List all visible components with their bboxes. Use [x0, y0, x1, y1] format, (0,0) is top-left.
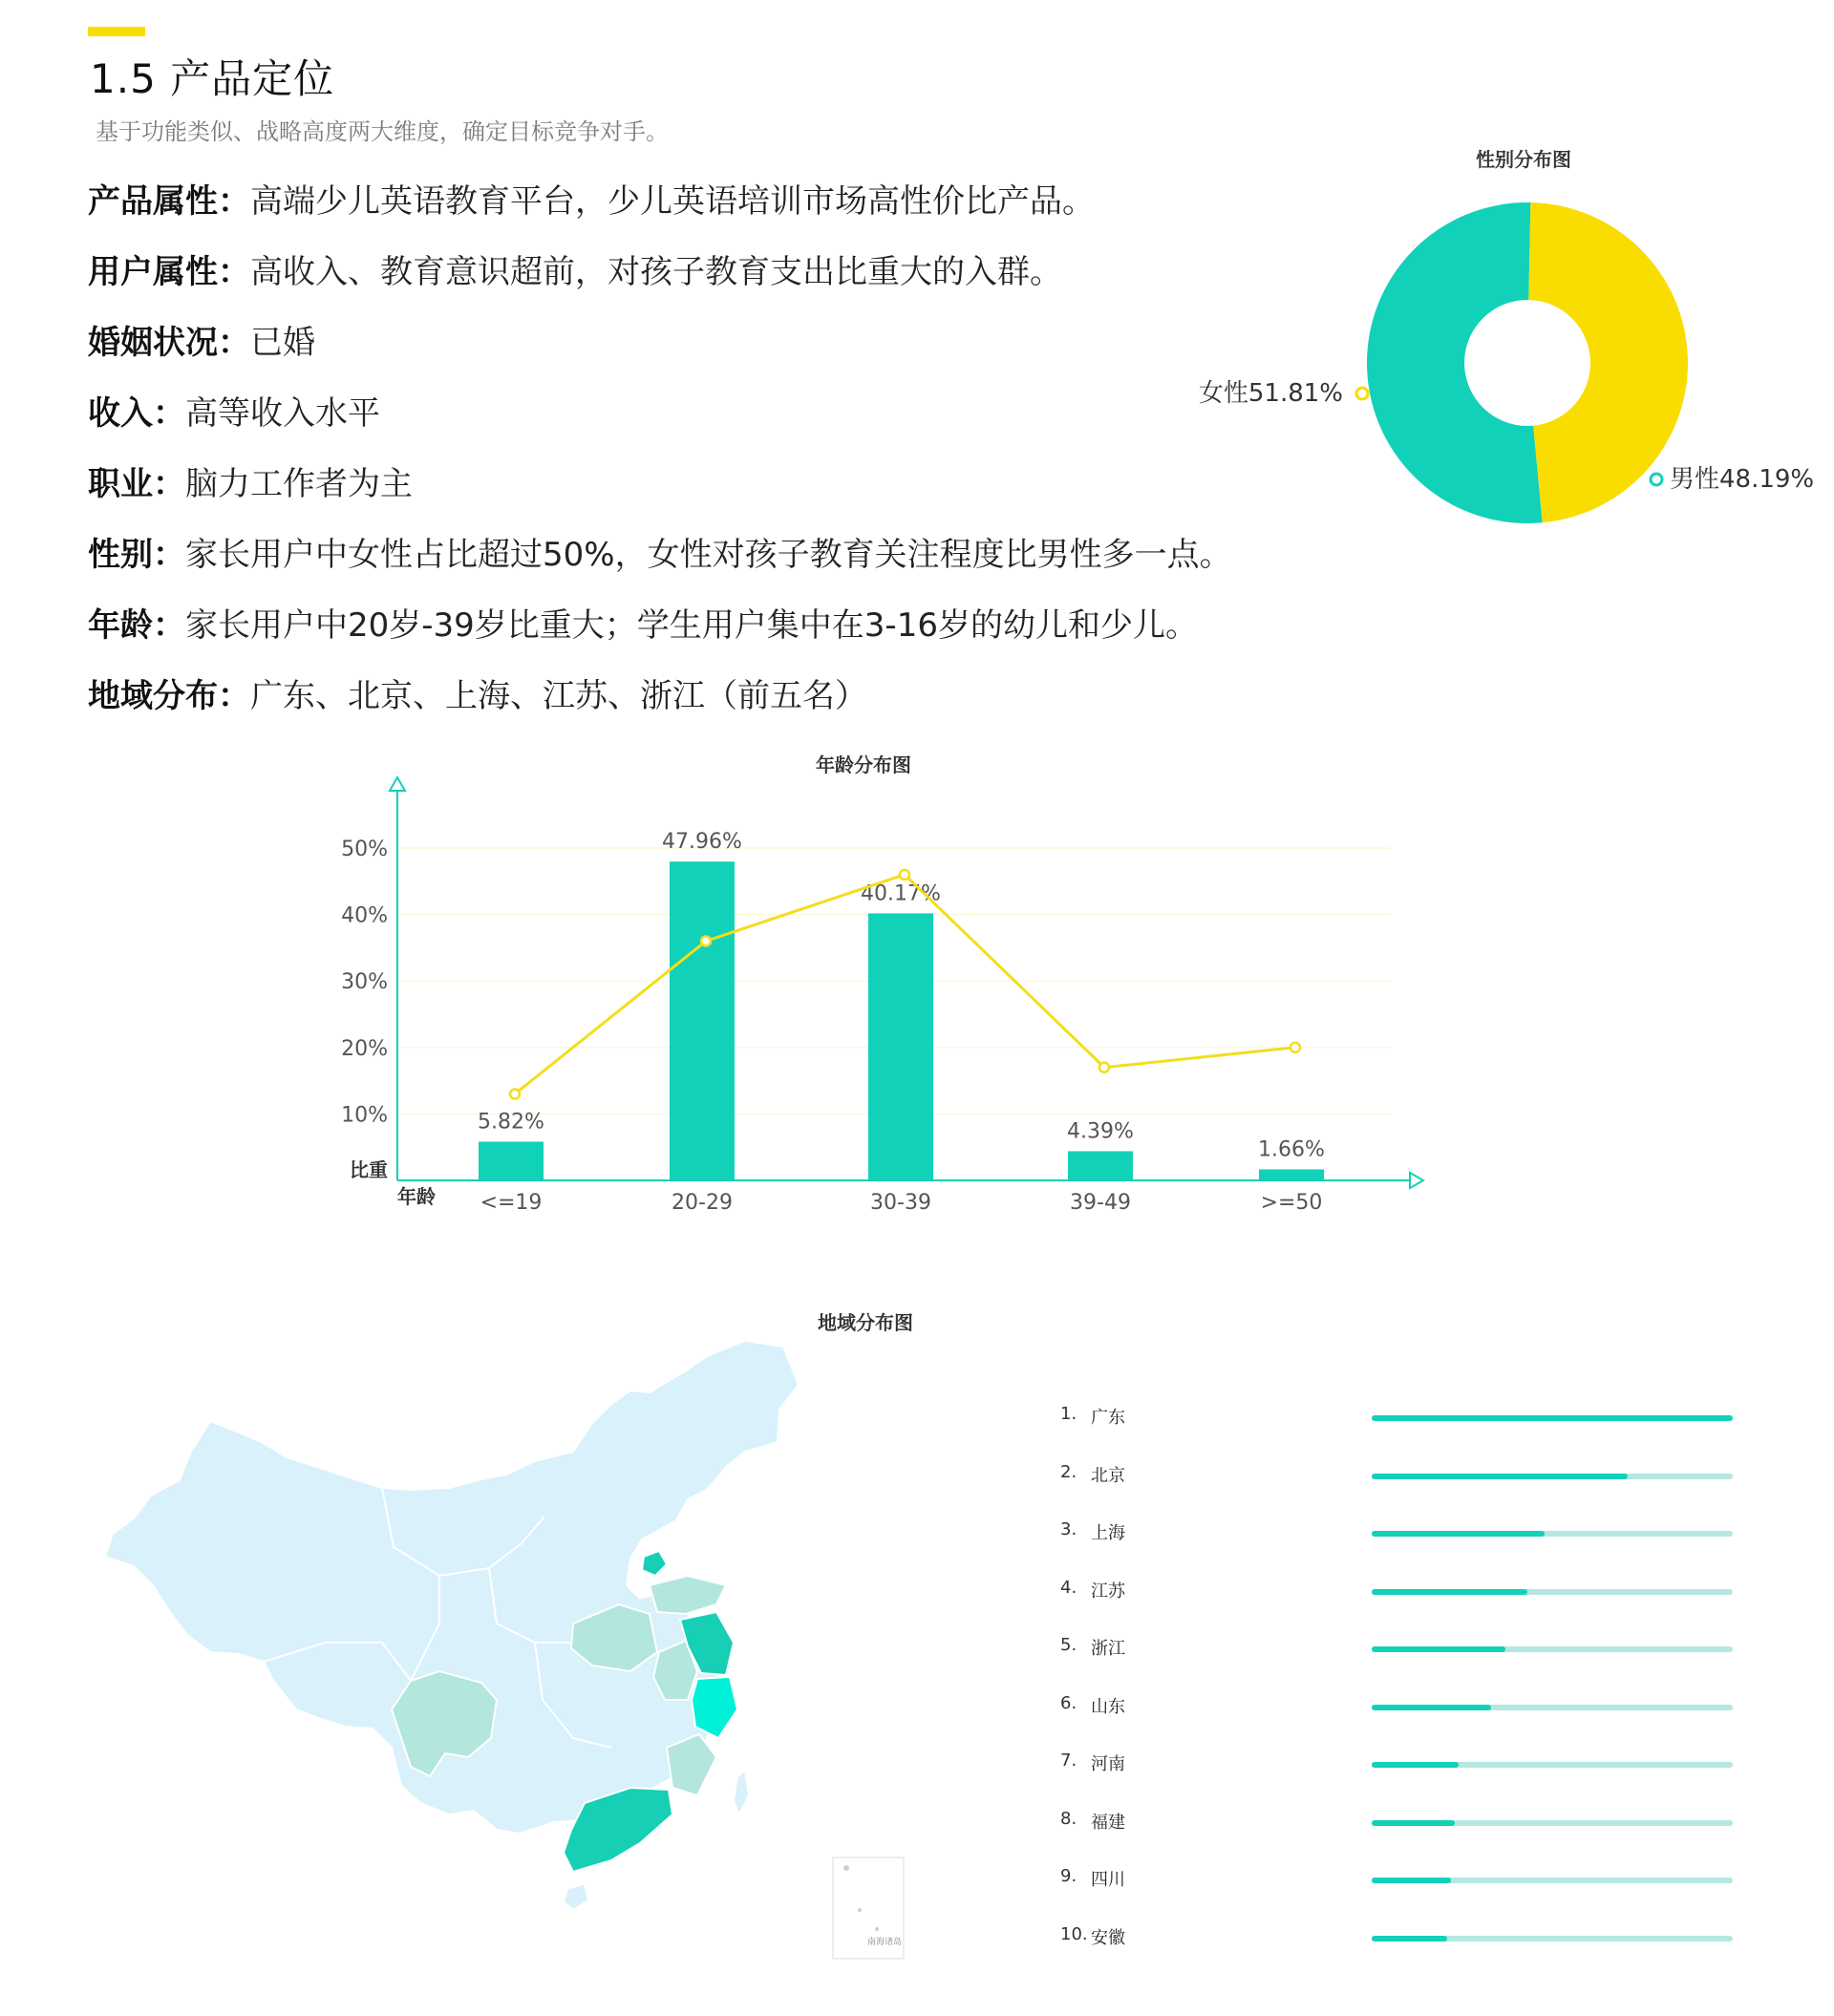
ranking-bar-fill — [1372, 1589, 1527, 1595]
x-tick-label: 20-29 — [672, 1191, 733, 1215]
x-tick-label: 39-49 — [1070, 1191, 1131, 1215]
bar — [670, 861, 735, 1180]
attribute-key: 年龄 — [88, 606, 153, 645]
attribute-key: 性别 — [88, 536, 153, 574]
attribute-row — [88, 525, 1232, 596]
ranking-region-name: 四川 — [1091, 1870, 1125, 1890]
attribute-row — [88, 384, 1232, 455]
bar — [1068, 1151, 1133, 1180]
line-point — [510, 1090, 520, 1099]
province-hainan — [564, 1883, 588, 1910]
attribute-row — [88, 667, 1232, 737]
ranking-row — [1051, 1394, 1748, 1453]
ranking-region-name: 浙江 — [1091, 1639, 1125, 1659]
slice-label: 男性48.19% — [1670, 465, 1815, 494]
attribute-value: 家长用户中女性占比超过50%，女性对孩子教育关注程度比男性多一点。 — [185, 536, 1232, 574]
gender-donut-chart — [1198, 143, 1815, 544]
donut-hole — [1464, 300, 1590, 426]
ranking-number: 4. — [1060, 1577, 1077, 1598]
slice-marker — [1356, 388, 1368, 399]
attribute-separator: ： — [153, 465, 185, 503]
ranking-bar-track — [1372, 1415, 1733, 1421]
province-zhejiang — [692, 1677, 737, 1738]
ranking-region-name: 北京 — [1091, 1465, 1125, 1486]
ranking-row — [1051, 1799, 1748, 1857]
ranking-bar-fill — [1372, 1646, 1505, 1652]
ranking-bar-fill — [1372, 1705, 1491, 1710]
ranking-bar-fill — [1372, 1762, 1459, 1768]
ranking-number: 10. — [1060, 1923, 1088, 1944]
ranking-bar-fill — [1372, 1415, 1733, 1421]
slice-marker — [1651, 474, 1662, 485]
bar-value-label: 1.66% — [1258, 1137, 1325, 1162]
line-point — [900, 870, 909, 880]
slice-label: 女性51.81% — [1198, 379, 1343, 408]
ranking-number: 1. — [1060, 1404, 1077, 1424]
attribute-separator: ： — [153, 394, 185, 433]
attribute-row — [88, 455, 1232, 525]
attribute-value: 高收入、教育意识超前，对孩子教育支出比重大的入群。 — [250, 253, 1062, 291]
x-tick-label: <=19 — [480, 1191, 543, 1215]
ranking-row — [1051, 1453, 1748, 1511]
ranking-row — [1051, 1857, 1748, 1915]
province-beijing — [642, 1551, 667, 1576]
ranking-row — [1051, 1741, 1748, 1799]
chart-title: 地域分布图 — [818, 1311, 913, 1334]
y-tick-label: 10% — [341, 1103, 388, 1128]
attribute-key: 用户属性 — [88, 253, 218, 291]
region-map-chart — [96, 1299, 917, 1967]
attribute-value: 广东、北京、上海、江苏、浙江（前五名） — [250, 677, 867, 715]
line-point — [1099, 1063, 1109, 1072]
ranking-number: 9. — [1060, 1866, 1077, 1886]
ranking-region-name: 福建 — [1091, 1812, 1125, 1833]
ranking-number: 6. — [1060, 1692, 1077, 1713]
ranking-bar-track — [1372, 1531, 1733, 1537]
ranking-region-name: 上海 — [1091, 1523, 1125, 1543]
ranking-row — [1051, 1568, 1748, 1626]
attribute-value: 高端少儿英语教育平台，少儿英语培训市场高性价比产品。 — [250, 182, 1095, 221]
bar-value-label: 5.82% — [478, 1110, 544, 1135]
bar-value-label: 47.96% — [662, 830, 742, 855]
region-ranking-list — [1051, 1394, 1748, 1972]
attribute-value: 已婚 — [250, 324, 315, 362]
x-axis-arrow — [1410, 1173, 1423, 1188]
ranking-row — [1051, 1510, 1748, 1568]
ranking-region-name: 广东 — [1091, 1408, 1125, 1428]
ranking-bar-fill — [1372, 1878, 1451, 1883]
attribute-separator: ： — [153, 606, 185, 645]
y-axis-label: 比重 — [350, 1158, 388, 1181]
attribute-separator: ： — [218, 253, 250, 291]
attribute-value: 家长用户中20岁-39岁比重大；学生用户集中在3-16岁的幼儿和少儿。 — [185, 606, 1198, 645]
ranking-bar-track — [1372, 1762, 1733, 1768]
ranking-row — [1051, 1625, 1748, 1684]
y-tick-label: 30% — [341, 970, 388, 995]
attribute-key: 婚姻状况 — [88, 324, 218, 362]
x-axis-label: 年龄 — [397, 1185, 436, 1208]
accent-bar — [88, 27, 145, 36]
x-tick-label: >=50 — [1260, 1191, 1323, 1215]
ranking-region-name: 山东 — [1091, 1696, 1125, 1717]
attribute-key: 产品属性 — [88, 182, 218, 221]
ranking-number: 5. — [1060, 1635, 1077, 1655]
y-tick-label: 20% — [341, 1036, 388, 1061]
attribute-separator: ： — [153, 536, 185, 574]
ranking-row — [1051, 1915, 1748, 1973]
bar-value-label: 4.39% — [1067, 1119, 1134, 1144]
attribute-list — [88, 172, 1232, 737]
attribute-row — [88, 596, 1232, 667]
ranking-region-name: 安徽 — [1091, 1927, 1125, 1948]
ranking-region-name: 江苏 — [1091, 1581, 1125, 1602]
ranking-bar-fill — [1372, 1531, 1545, 1537]
ranking-number: 2. — [1060, 1461, 1077, 1482]
chart-title: 年龄分布图 — [816, 753, 911, 776]
province-shandong — [650, 1576, 726, 1614]
attribute-row — [88, 313, 1232, 384]
attribute-key: 地域分布 — [88, 677, 218, 715]
bar — [868, 913, 933, 1180]
ranking-bar-track — [1372, 1474, 1733, 1479]
ranking-bar-track — [1372, 1878, 1733, 1883]
ranking-bar-track — [1372, 1936, 1733, 1942]
ranking-bar-track — [1372, 1820, 1733, 1826]
attribute-separator: ： — [218, 677, 250, 715]
attribute-separator: ： — [218, 182, 250, 221]
ranking-bar-fill — [1372, 1474, 1628, 1479]
ranking-bar-track — [1372, 1646, 1733, 1652]
attribute-value: 高等收入水平 — [185, 394, 380, 433]
y-axis-arrow — [390, 777, 405, 791]
ranking-bar-track — [1372, 1589, 1733, 1595]
ranking-number: 3. — [1060, 1519, 1077, 1539]
page-subtitle: 基于功能类似、战略高度两大维度，确定目标竞争对手。 — [96, 118, 669, 145]
line-point — [701, 936, 711, 945]
line-point — [1290, 1043, 1300, 1052]
attribute-row — [88, 243, 1232, 313]
bar — [1259, 1169, 1324, 1180]
inset-label: 南海诸岛 — [866, 1938, 903, 1947]
ranking-bar-fill — [1372, 1936, 1447, 1942]
attribute-row — [88, 172, 1232, 243]
attribute-value: 脑力工作者为主 — [185, 465, 413, 503]
y-tick-label: 50% — [341, 838, 388, 861]
ranking-number: 7. — [1060, 1751, 1077, 1771]
age-bar-chart — [325, 745, 1452, 1222]
ranking-bar-fill — [1372, 1820, 1455, 1826]
x-tick-label: 30-39 — [870, 1191, 931, 1215]
chart-title: 性别分布图 — [1476, 148, 1571, 171]
bar — [479, 1141, 544, 1180]
province-taiwan — [734, 1771, 749, 1814]
bar-value-label: 40.17% — [861, 881, 941, 906]
ranking-region-name: 河南 — [1091, 1754, 1125, 1774]
attribute-key: 收入 — [88, 394, 153, 433]
ranking-bar-track — [1372, 1705, 1733, 1710]
attribute-key: 职业 — [88, 465, 153, 503]
ranking-row — [1051, 1684, 1748, 1742]
ranking-number: 8. — [1060, 1808, 1077, 1829]
attribute-separator: ： — [218, 324, 250, 362]
page-title: 1.5 产品定位 — [90, 55, 335, 102]
y-tick-label: 40% — [341, 903, 388, 928]
